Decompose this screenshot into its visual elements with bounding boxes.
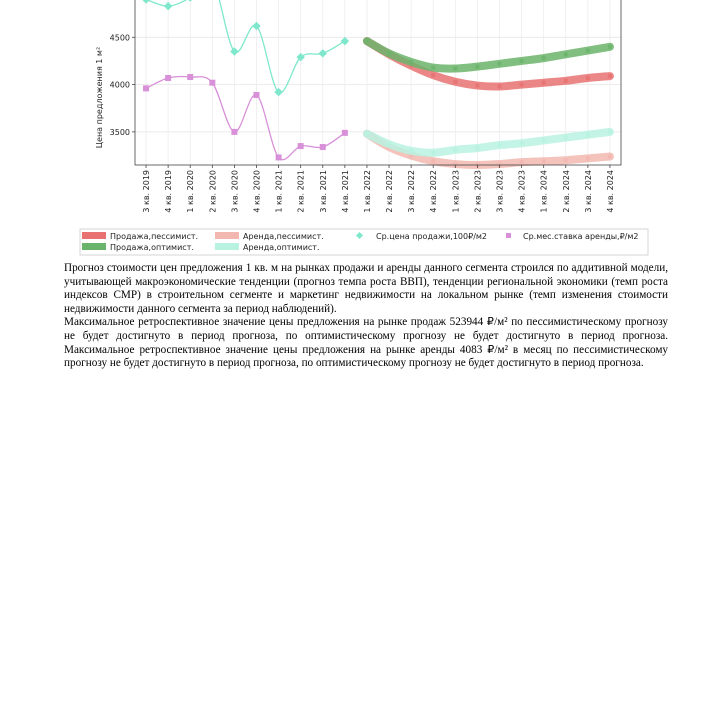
series-5-point: [608, 130, 612, 134]
series-2-point: [608, 74, 612, 78]
y-tick-label: 4500: [109, 33, 130, 43]
x-tick-label: 2 кв. 2022: [385, 170, 395, 213]
legend-label: Продажа,пессимист.: [110, 232, 199, 241]
series-2-point: [542, 81, 546, 85]
series-4-point: [564, 158, 568, 162]
legend-swatch: [215, 243, 239, 250]
series-1-point: [165, 75, 171, 81]
series-0-point: [164, 2, 172, 10]
x-tick-label: 1 кв. 2023: [451, 170, 461, 213]
x-tick-label: 3 кв. 2024: [583, 170, 593, 213]
series-5-point: [453, 148, 457, 152]
series-0-point: [230, 47, 238, 55]
x-tick-label: 3 кв. 2020: [230, 170, 240, 213]
series-5-point: [542, 138, 546, 142]
series-1-point: [231, 129, 237, 135]
series-2-point: [564, 79, 568, 83]
y-axis-ticks: [110, 0, 135, 137]
series-4-point: [608, 154, 612, 158]
series-0-point: [274, 88, 282, 96]
series-1-point: [342, 130, 348, 136]
series-0-point: [252, 22, 260, 30]
series-2-point: [586, 76, 590, 80]
series-3-point: [365, 39, 369, 43]
series-0-line: [146, 0, 345, 93]
series-5-point: [387, 142, 391, 146]
series-5-point: [365, 132, 369, 136]
series-2-point: [453, 80, 457, 84]
series-3-point: [453, 67, 457, 71]
x-tick-label: 2 кв. 2021: [296, 170, 306, 213]
legend-swatch: [82, 243, 106, 250]
series-5-band: [367, 132, 610, 153]
series-2-point: [498, 84, 502, 88]
x-tick-label: 4 кв. 2024: [605, 170, 615, 213]
x-tick-label: 3 кв. 2022: [407, 170, 417, 213]
series-3-point: [387, 51, 391, 55]
max-value-paragraph: Максимальное ретроспективное значение цены предложения на рынке продаж 523944 ₽/м² по пессимистическому прогнозу не будет достигнуто в период прогноза, по оптимистическому прогнозу не будет достигнуто в период прогноза. Максимальное ретроспективное значение цены предложения на рынке аренды 4083 ₽/м² в месяц по пессимистическому прогнозу не будет достигнуто в период прогноза, по оптимистическому прогнозу не будет достигнуто в период прогноза.: [64, 316, 668, 370]
series-4-point: [431, 159, 435, 163]
x-tick-label: 1 кв. 2022: [362, 170, 372, 213]
legend-swatch: [215, 232, 239, 239]
legend-label: Аренда,пессимист.: [243, 232, 324, 241]
x-tick-label: 1 кв. 2024: [539, 170, 549, 213]
series-5-point: [586, 133, 590, 137]
y-tick-label: 3500: [109, 127, 130, 137]
historical-series: [142, 0, 349, 160]
series-5-point: [431, 151, 435, 155]
series-3-point: [520, 59, 524, 63]
x-tick-label: 4 кв. 2023: [517, 170, 527, 213]
x-tick-label: 3 кв. 2023: [495, 170, 505, 213]
x-tick-label: 3 кв. 2021: [318, 170, 328, 213]
legend-label: Продажа,оптимист.: [110, 243, 194, 252]
legend-label: Ср.мес.ставка аренды,₽/м2: [523, 232, 639, 241]
series-5-point: [564, 136, 568, 140]
series-3-point: [475, 65, 479, 69]
chart-legend: [80, 229, 648, 255]
series-4-point: [520, 160, 524, 164]
series-1-point: [298, 143, 304, 149]
y-axis-label: Цена предложения 1 м²: [95, 46, 104, 149]
legend-swatch: [506, 233, 511, 238]
forecast-chart: [0, 0, 706, 260]
x-tick-label: 2 кв. 2024: [561, 170, 571, 213]
series-5-point: [520, 141, 524, 145]
series-1-point: [209, 80, 215, 86]
series-3-point: [586, 49, 590, 53]
series-3-point: [542, 56, 546, 60]
x-tick-label: 1 кв. 2020: [186, 170, 196, 213]
series-0-point: [186, 0, 194, 2]
series-1-point: [187, 74, 193, 80]
series-4-point: [542, 159, 546, 163]
forecast-bands: [365, 39, 612, 167]
x-axis-ticks: [142, 165, 615, 213]
x-tick-label: 2 кв. 2020: [208, 170, 218, 213]
x-tick-label: 4 кв. 2022: [429, 170, 439, 213]
series-3-point: [608, 45, 612, 49]
series-0-point: [341, 37, 349, 45]
series-5-point: [475, 146, 479, 150]
series-1-line: [146, 76, 345, 159]
series-1-point: [143, 85, 149, 91]
series-5-point: [409, 149, 413, 153]
series-0-point: [142, 0, 150, 4]
series-1-point: [276, 154, 282, 160]
series-0-point: [319, 49, 327, 57]
series-3-point: [431, 66, 435, 70]
x-tick-label: 3 кв. 2019: [142, 170, 152, 213]
series-2-point: [475, 84, 479, 88]
forecast-method-paragraph: Прогноз стоимости цен предложения 1 кв. м на рынках продажи и аренды данного сегмента строился по аддитивной модели, учитывающей макроэкономические тенденции (прогноз темпа роста ВВП), тенденции региональной экономики (темп роста индексов СМР) в строительном сегменте и маркетинг недвижимости на локальном рынке (темп изменения стоимости недвижимости данного сегмента за период наблюдений).: [64, 262, 668, 315]
series-3-point: [409, 60, 413, 64]
legend-label: Аренда,оптимист.: [243, 243, 320, 252]
y-tick-label: 4000: [109, 80, 130, 90]
series-4-point: [586, 156, 590, 160]
series-1-point: [254, 92, 260, 98]
x-tick-label: 4 кв. 2021: [340, 170, 350, 213]
series-3-point: [498, 62, 502, 66]
series-1-point: [320, 144, 326, 150]
x-tick-label: 1 кв. 2021: [274, 170, 284, 213]
legend-swatch: [82, 232, 106, 239]
series-2-point: [431, 73, 435, 77]
document-body: [64, 262, 668, 371]
series-2-point: [520, 83, 524, 87]
legend-label: Ср.цена продажи,100₽/м2: [376, 232, 488, 241]
series-3-point: [564, 52, 568, 56]
x-tick-label: 2 кв. 2023: [473, 170, 483, 213]
x-tick-label: 4 кв. 2019: [164, 170, 174, 213]
series-5-point: [498, 143, 502, 147]
x-tick-label: 4 кв. 2020: [252, 170, 262, 213]
